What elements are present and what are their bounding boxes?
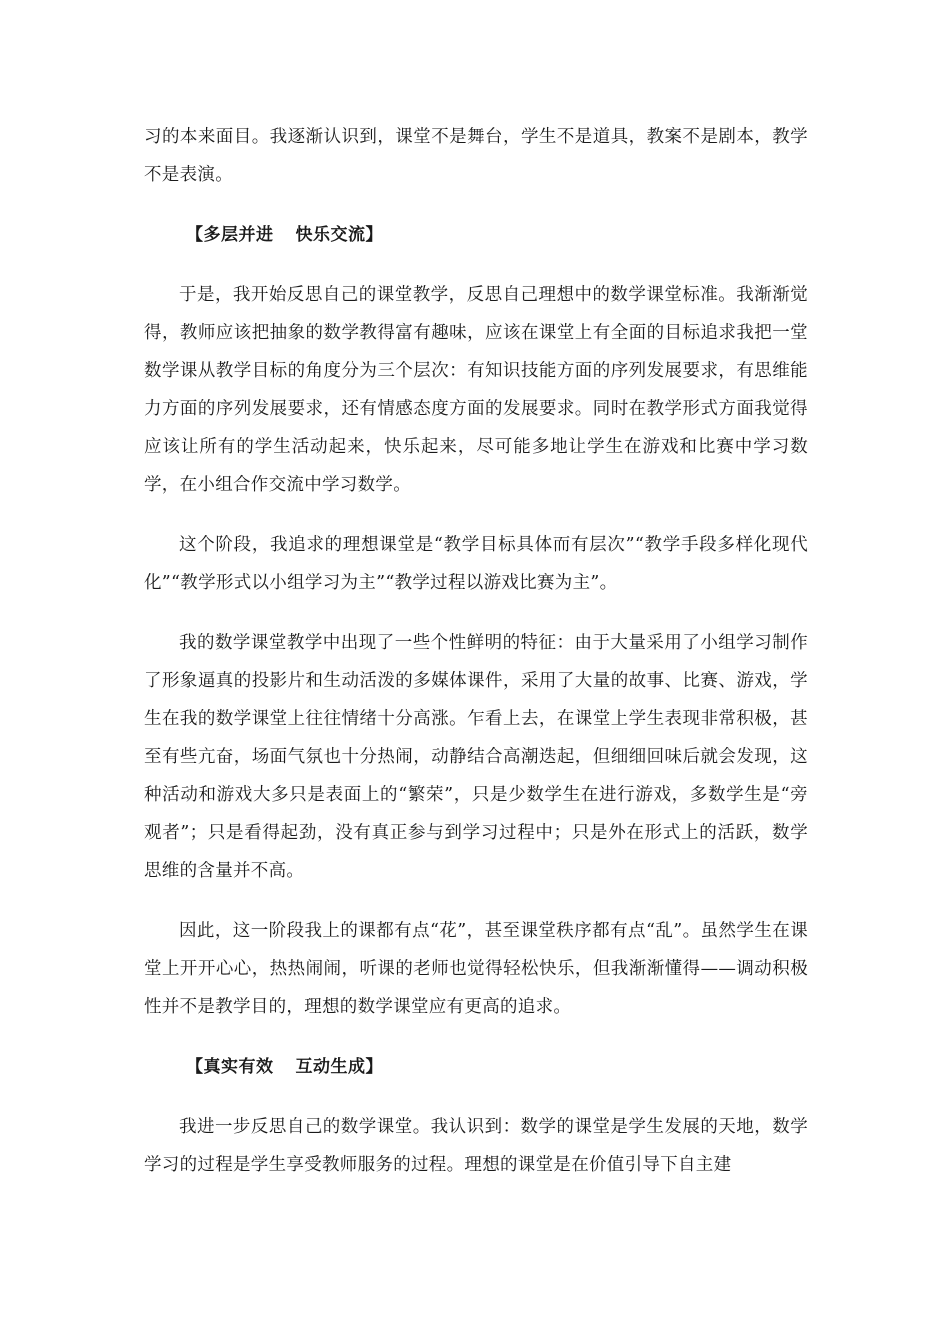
paragraph-therefore: 因此，这一阶段我上的课都有点“花”，甚至课堂秩序都有点“乱”。虽然学生在课堂上开开心心，热热闹闹，听课的老师也觉得轻松快乐，但我渐渐懂得——调动积极性并不是教学目的，理想的数学课堂应有更高的追求。 bbox=[144, 921, 808, 1017]
paragraph-reflection: 于是，我开始反思自己的课堂教学，反思自己理想中的数学课堂标准。我渐渐觉得，教师应该把抽象的数学教得富有趣味，应该在课堂上有全面的目标追求我把一堂数学课从教学目标的角度分为三个层次：有知识技能方面的序列发展要求，有思维能力方面的序列发展要求，还有情感态度方面的发展要求。同时在教学形式方面我觉得应该让所有的学生活动起来，快乐起来，尽可能多地让学生在游戏和比赛中学习数学，在小组合作交流中学习数学。 bbox=[144, 285, 808, 495]
heading-open-bracket: 【 bbox=[186, 1057, 204, 1077]
paragraph-features: 我的数学课堂教学中出现了一些个性鲜明的特征：由于大量采用了小组学习制作了形象逼真的投影片和生动活泼的多媒体课件，采用了大量的故事、比赛、游戏，学生在我的数学课堂上往往情绪十分高涨。乍看上去，在课堂上学生表现非常积极，甚至有些亢奋，场面气氛也十分热闹，动静结合高潮迭起，但细细回味后就会发现，这种活动和游戏大多只是表面上的“繁荣”，只是少数学生在进行游戏，多数学生是“旁观者”；只是看得起劲，没有真正参与到学习过程中；只是外在形式上的活跃，数学思维的含量并不高。 bbox=[144, 633, 808, 881]
document-page bbox=[144, 118, 808, 1184]
heading-right-text: 互动生成 bbox=[295, 1057, 366, 1077]
paragraph-ideal-classroom: 这个阶段，我追求的理想课堂是“教学目标具体而有层次”“教学手段多样化现代化”“教学形式以小组学习为主”“教学过程以游戏比赛为主”。 bbox=[144, 535, 808, 593]
section-heading-2 bbox=[186, 1048, 808, 1086]
heading-close-bracket: 】 bbox=[365, 1057, 383, 1077]
paragraph-further-reflection: 我进一步反思自己的数学课堂。我认识到：数学的课堂是学生发展的天地，数学学习的过程是学生享受教师服务的过程。理想的课堂是在价值引导下自主建 bbox=[144, 1117, 808, 1175]
heading-left-text: 真实有效 bbox=[203, 1057, 274, 1077]
heading-right-text: 快乐交流 bbox=[295, 225, 366, 245]
heading-close-bracket: 】 bbox=[365, 225, 383, 245]
heading-left-text: 多层并进 bbox=[203, 225, 274, 245]
section-heading-1 bbox=[186, 216, 808, 254]
heading-open-bracket: 【 bbox=[186, 225, 204, 245]
paragraph-continuation: 习的本来面目。我逐渐认识到，课堂不是舞台，学生不是道具，教案不是剧本，教学不是表演。 bbox=[144, 127, 808, 185]
